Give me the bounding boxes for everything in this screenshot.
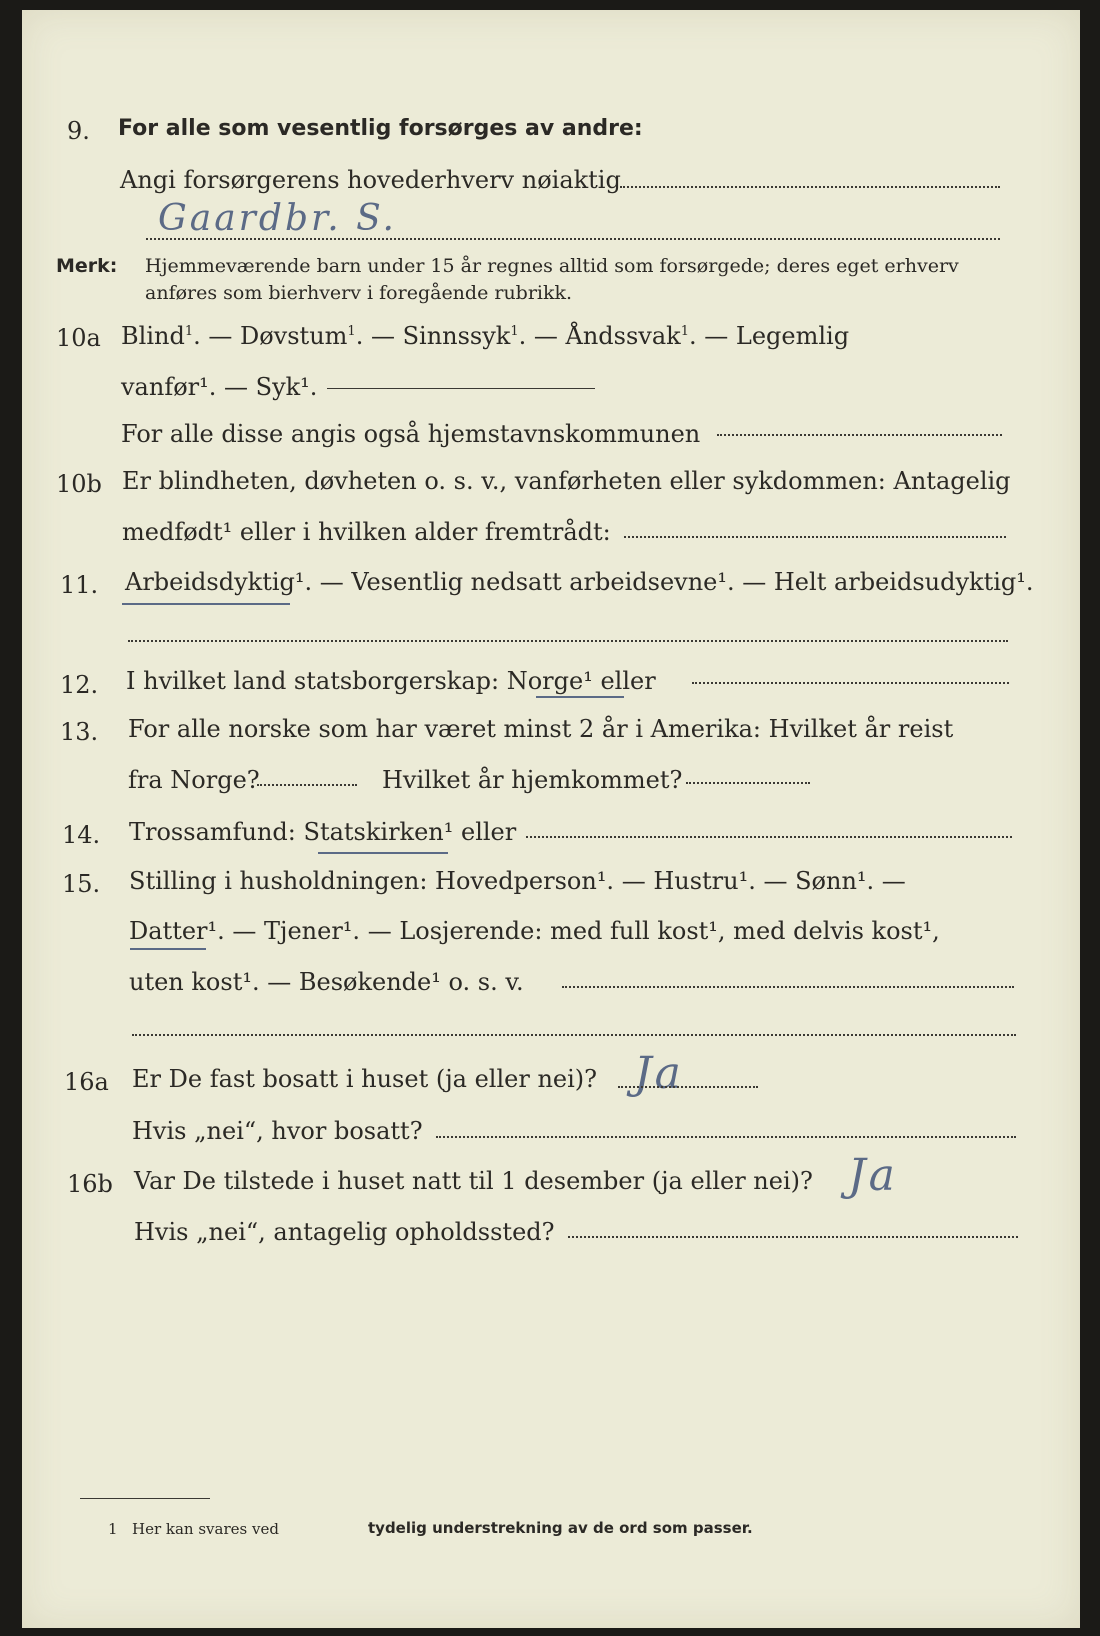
q13-line1: For alle norske som har været minst 2 år i Amerika: Hvilket år reist	[128, 715, 954, 743]
q10b-line1: Er blindheten, døvheten o. s. v., vanførheten eller sykdommen: Antagelig	[122, 467, 1011, 495]
answer-line	[436, 1136, 1016, 1138]
q16b-line1: Var De tilstede i huset natt til 1 desember (ja eller nei)?	[134, 1167, 813, 1195]
q12-line1: I hvilket land statsborgerskap: Norge¹ eller	[126, 667, 656, 695]
q10a-line3: For alle disse angis også hjemstavnskommunen	[121, 420, 701, 448]
q9-provider-occupation-label: Angi forsørgerens hovederhverv nøiaktig	[120, 166, 621, 194]
note-label: Merk:	[56, 255, 118, 277]
q16b-handwritten-answer: Ja	[848, 1150, 898, 1201]
answer-line	[624, 536, 1006, 538]
answer-line	[568, 1236, 1018, 1238]
footnote-rule	[80, 1498, 210, 1499]
answer-line	[618, 1086, 758, 1088]
q10a-line2: vanfør¹. — Syk¹.	[121, 373, 318, 401]
q16a-handwritten-answer: Ja	[634, 1048, 684, 1099]
q13-line2b: Hvilket år hjemkommet?	[382, 766, 683, 794]
answer-line	[717, 434, 1002, 436]
q16a-number: 16a	[64, 1068, 109, 1096]
q14-number: 14.	[62, 821, 101, 849]
q16b-number: 16b	[67, 1170, 113, 1198]
q10a-number: 10a	[56, 324, 101, 352]
answer-line	[128, 640, 1008, 642]
footnote-text-plain: Her kan svares ved	[132, 1520, 279, 1538]
q11-line1: Arbeidsdyktig¹. — Vesentlig nedsatt arbeidsevne¹. — Helt arbeidsudyktig¹.	[125, 568, 1034, 596]
q15-line1: Stilling i husholdningen: Hovedperson¹. — Hustru¹. — Sønn¹. —	[129, 867, 906, 895]
q10b-number: 10b	[56, 470, 102, 498]
q14-line1: Trossamfund: Statskirken¹ eller	[129, 818, 517, 846]
q10b-line2: medfødt¹ eller i hvilken alder fremtrådt:	[122, 518, 611, 546]
answer-line	[327, 388, 595, 389]
note-text-line1: Hjemmeværende barn under 15 år regnes alltid som forsørgede; deres eget erhverv	[145, 255, 959, 277]
answer-line	[146, 238, 1000, 240]
q13-line2a: fra Norge?	[128, 766, 260, 794]
q9-handwritten-answer: Gaardbr. S.	[158, 198, 397, 239]
answer-line	[686, 782, 810, 784]
q15-line3: uten kost¹. — Besøkende¹ o. s. v.	[129, 968, 524, 996]
census-form-page	[22, 10, 1080, 1628]
q15-number: 15.	[62, 870, 101, 898]
footnote-marker: 1	[108, 1520, 118, 1538]
q16b-line2: Hvis „nei“, antagelig opholdssted?	[134, 1218, 555, 1246]
q12-number: 12.	[60, 671, 99, 699]
handwritten-underline	[318, 852, 448, 854]
handwritten-underline	[130, 948, 206, 950]
handwritten-underline	[536, 696, 624, 698]
answer-line	[620, 186, 1000, 188]
q13-number: 13.	[60, 718, 99, 746]
answer-line	[562, 986, 1014, 988]
q9-heading: For alle som vesentlig forsørges av andre:	[118, 116, 643, 141]
handwritten-underline	[122, 603, 290, 605]
q9-number: 9.	[67, 117, 90, 145]
answer-line	[132, 1034, 1016, 1036]
answer-line	[257, 784, 357, 786]
q16a-line1: Er De fast bosatt i huset (ja eller nei)?	[132, 1065, 598, 1093]
q10a-line1: Blind$^1$. — Døvstum$^1$. — Sinnssyk$^1$. — Åndssvak$^1$. — Legemlig	[121, 322, 850, 350]
answer-line	[692, 682, 1009, 684]
footnote-text-bold: tydelig understrekning av de ord som passer.	[368, 1519, 753, 1537]
q16a-line2: Hvis „nei“, hvor bosatt?	[132, 1117, 423, 1145]
q15-line2: Datter¹. — Tjener¹. — Losjerende: med full kost¹, med delvis kost¹,	[129, 917, 940, 945]
q11-number: 11.	[60, 571, 99, 599]
answer-line	[526, 836, 1012, 838]
note-text-line2: anføres som bierhverv i foregående rubrikk.	[145, 282, 573, 304]
